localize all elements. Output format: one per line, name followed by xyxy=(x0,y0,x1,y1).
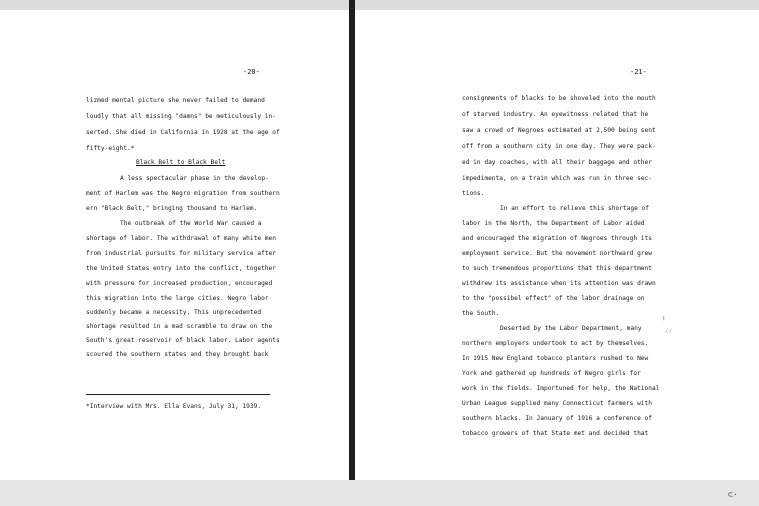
left-line: shortage resulted in a mad scramble to draw on the xyxy=(86,323,273,330)
right-line: work in the fields. Importuned for help, the National xyxy=(462,385,660,392)
right-line: and encouraged the migration of Negroes through its xyxy=(462,235,652,242)
left-page-number: -20- xyxy=(243,68,260,76)
left-line: with pressure for increased production, encouraged xyxy=(86,280,273,287)
left-line: from industrial pursuits for military service after xyxy=(86,250,276,257)
scan-corner-mark: ⊂· xyxy=(728,490,738,499)
right-line: employment service. But the movement northward grew xyxy=(462,250,652,257)
right-line: to the "possibel effect" of the labor drainage on xyxy=(462,295,645,302)
right-line: off from a southern city in one day. They were pack- xyxy=(462,143,656,150)
left-line: ern "Black Belt," bringing thousand to Harlem. xyxy=(86,205,258,212)
left-line: A less spectacular phase in the develop- xyxy=(120,175,270,182)
right-page xyxy=(355,10,759,480)
left-line: South's great reservoir of black labor. Labor agents xyxy=(86,337,280,344)
right-line: Deserted by the Labor Department, many xyxy=(500,325,642,332)
right-line: withdrew its assistance when its attention was drawn xyxy=(462,280,656,287)
right-line: to such tremendous proportions that this department xyxy=(462,265,652,272)
left-line: lizmed mental picture she never failed to demand xyxy=(86,97,265,104)
left-page xyxy=(0,10,349,480)
scan-bottom-margin xyxy=(0,480,759,506)
right-line: southern blacks. In January of 1916 a conference of xyxy=(462,415,652,422)
left-line: shortage of labor. The withdrawal of many white men xyxy=(86,235,276,242)
margin-mark: ꞁ xyxy=(663,314,665,321)
right-line: In 1915 New England tobacco planters rushed to New xyxy=(462,355,649,362)
right-line: impedimenta, on a train which was run in three sec- xyxy=(462,175,652,182)
right-line: of starved industry. An eyewitness related that he xyxy=(462,111,649,118)
left-line: this migration into the large cities. Negro labor xyxy=(86,295,269,302)
left-line: ment of Harlem was the Negro migration from southern xyxy=(86,190,280,197)
section-heading: Black Belt to Black Belt xyxy=(136,159,226,166)
left-line: loudly that all missing "damns" be meticulously in- xyxy=(86,113,276,120)
left-line: fifty-eight.* xyxy=(86,145,135,152)
scan-top-margin xyxy=(0,0,759,10)
right-line: tobacco growers of that State met and decided that xyxy=(462,430,649,437)
right-line: York and gathered up hundreds of Negro girls for xyxy=(462,370,641,377)
margin-mark: ⁄⁄ xyxy=(665,328,673,335)
left-line: suddenly became a necessity. This unprecedented xyxy=(86,309,262,316)
left-line: scoured the southern states and they brought back xyxy=(86,351,269,358)
right-line: labor in the North, the Department of Labor aided xyxy=(462,220,645,227)
footnote-rule xyxy=(86,394,270,395)
right-line: saw a crowd of Negroes estimated at 2,500 being sent xyxy=(462,127,656,134)
footnote: *Interview with Mrs. Ella Evans, July 31, 1939. xyxy=(86,403,262,410)
right-line: Urban League supplied many Connecticut farmers with xyxy=(462,400,652,407)
right-line: In an effort to relieve this shortage of xyxy=(500,205,650,212)
right-line: consignments of blacks to be shoveled into the mouth xyxy=(462,95,656,102)
left-line: serted. She died in California in 1928 at the age of xyxy=(86,129,280,136)
left-line: The outbreak of the World War caused a xyxy=(120,220,262,227)
right-line: tions. xyxy=(462,190,485,197)
left-line: the United States entry into the conflict, together xyxy=(86,265,276,272)
right-line: ed in day coaches, with all their baggage and other xyxy=(462,159,652,166)
right-line: the South. xyxy=(462,310,500,317)
right-line: northern employers undertook to act by themselves. xyxy=(462,340,649,347)
right-page-number: -21- xyxy=(630,68,647,76)
